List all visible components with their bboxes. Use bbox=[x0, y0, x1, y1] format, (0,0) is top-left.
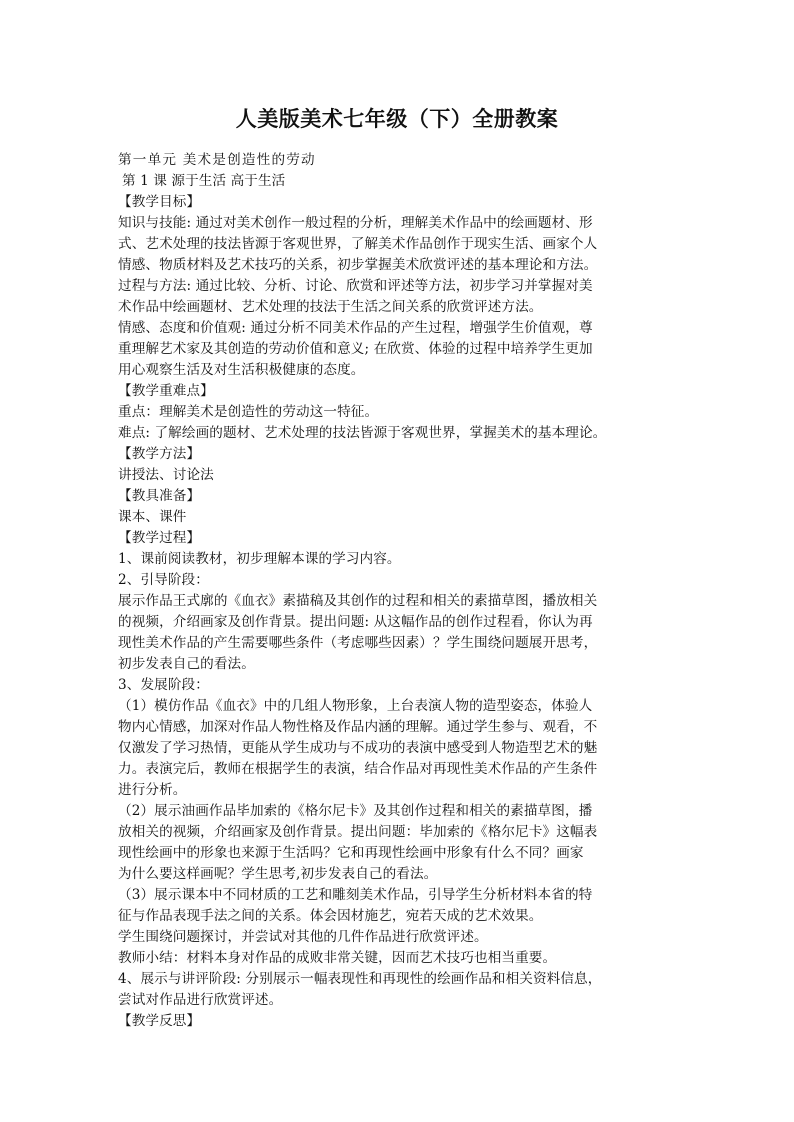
document-title: 人美版美术七年级（下）全册教案 bbox=[235, 107, 559, 131]
paragraph-line: 进行分析。 bbox=[118, 782, 187, 798]
section-heading-process: 【教学过程】 bbox=[118, 530, 201, 546]
paragraph-line: 的视频，介绍画家及创作背景。提出问题: 从这幅作品的创作过程看，你认为再 bbox=[118, 614, 593, 630]
section-heading-materials: 【教具准备】 bbox=[118, 488, 201, 504]
paragraph-line: 初步发表自己的看法。 bbox=[118, 656, 255, 672]
paragraph-line: 情感、物质材料及艺术技巧的关系，初步掌握美术欣赏评述的基本理论和方法。 bbox=[118, 257, 598, 273]
section-heading-methods: 【教学方法】 bbox=[118, 446, 201, 462]
section-heading-reflection: 【教学反思】 bbox=[118, 1013, 201, 1029]
paragraph-line: 尝试对作品进行欣赏评述。 bbox=[118, 992, 283, 1008]
paragraph-line: 为什么要这样画呢？学生思考,初步发表自己的看法。 bbox=[118, 866, 438, 882]
paragraph-line: 重理解艺术家及其创造的劳动价值和意义; 在欣赏、体验的过程中培养学生更加 bbox=[118, 341, 593, 357]
paragraph-line: 课本、课件 bbox=[118, 509, 187, 525]
paragraph-line: 过程与方法: 通过比较、分析、讨论、欣赏和评述等方法，初步学习并掌握对美 bbox=[118, 278, 593, 294]
paragraph-line: 学生围绕问题探讨，并尝试对其他的几件作品进行欣赏评述。 bbox=[118, 929, 488, 945]
lesson-heading: 第 1 课 源于生活 高于生活 bbox=[122, 173, 286, 189]
paragraph-line: 仅激发了学习热情，更能从学生成功与不成功的表演中感受到人物造型艺术的魅 bbox=[118, 740, 598, 756]
unit-heading: 第一单元 美术是创造性的劳动 bbox=[118, 152, 316, 168]
paragraph-line: 重点：理解美术是创造性的劳动这一特征。 bbox=[118, 404, 379, 420]
paragraph-line: 力。表演完后，教师在根据学生的表演，结合作品对再现性美术作品的产生条件 bbox=[118, 761, 598, 777]
paragraph-line: 物内心情感，加深对作品人物性格及作品内涵的理解。通过学生参与、观看，不 bbox=[118, 719, 598, 735]
paragraph-line: （1）模仿作品《血衣》中的几组人物形象，上台表演人物的造型姿态，体验人 bbox=[118, 698, 593, 714]
paragraph-line: （3）展示课本中不同材质的工艺和雕刻美术作品，引导学生分析材料本省的特 bbox=[118, 887, 593, 903]
paragraph-line: 2、引导阶段： bbox=[118, 572, 209, 588]
section-heading-objectives: 【教学目标】 bbox=[118, 194, 201, 210]
paragraph-line: 4、展示与讲评阶段: 分别展示一幅表现性和再现性的绘画作品和相关资料信息， bbox=[118, 971, 602, 987]
paragraph-line: 征与作品表现手法之间的关系。体会因材施艺，宛若天成的艺术效果。 bbox=[118, 908, 543, 924]
paragraph-line: 现性绘画中的形象也来源于生活吗？它和再现性绘画中形象有什么不同？画家 bbox=[118, 845, 584, 861]
document-body bbox=[118, 150, 680, 1032]
paragraph-line: 3、发展阶段： bbox=[118, 677, 209, 693]
paragraph-line: 讲授法、讨论法 bbox=[118, 467, 214, 483]
paragraph-line: 术作品中绘画题材、艺术处理的技法于生活之间关系的欣赏评述方法。 bbox=[118, 299, 543, 315]
paragraph-line: 教师小结：材料本身对作品的成败非常关键，因而艺术技巧也相当重要。 bbox=[118, 950, 557, 966]
paragraph-line: 现性美术作品的产生需要哪些条件（考虑哪些因素）？学生围绕问题展开思考， bbox=[118, 635, 598, 651]
paragraph-line: 情感、态度和价值观: 通过分析不同美术作品的产生过程，增强学生价值观，尊 bbox=[118, 320, 593, 336]
paragraph-line: 1、课前阅读教材，初步理解本课的学习内容。 bbox=[118, 551, 401, 567]
paragraph-line: 放相关的视频，介绍画家及创作背景。提出问题：毕加索的《格尔尼卡》这幅表 bbox=[118, 824, 598, 840]
paragraph-line: 用心观察生活及对生活积极健康的态度。 bbox=[118, 362, 365, 378]
paragraph-line: （2）展示油画作品毕加索的《格尔尼卡》及其创作过程和相关的素描草图，播 bbox=[118, 803, 593, 819]
paragraph-line: 知识与技能: 通过对美术创作一般过程的分析，理解美术作品中的绘画题材、形 bbox=[118, 215, 593, 231]
section-heading-key-points: 【教学重难点】 bbox=[118, 383, 214, 399]
paragraph-line: 展示作品王式廓的《血衣》素描稿及其创作的过程和相关的素描草图，播放相关 bbox=[118, 593, 598, 609]
paragraph-line: 式、艺术处理的技法皆源于客观世界，了解美术作品创作于现实生活、画家个人 bbox=[118, 236, 598, 252]
paragraph-line: 难点: 了解绘画的题材、艺术处理的技法皆源于客观世界，掌握美术的基本理论。 bbox=[118, 425, 607, 441]
